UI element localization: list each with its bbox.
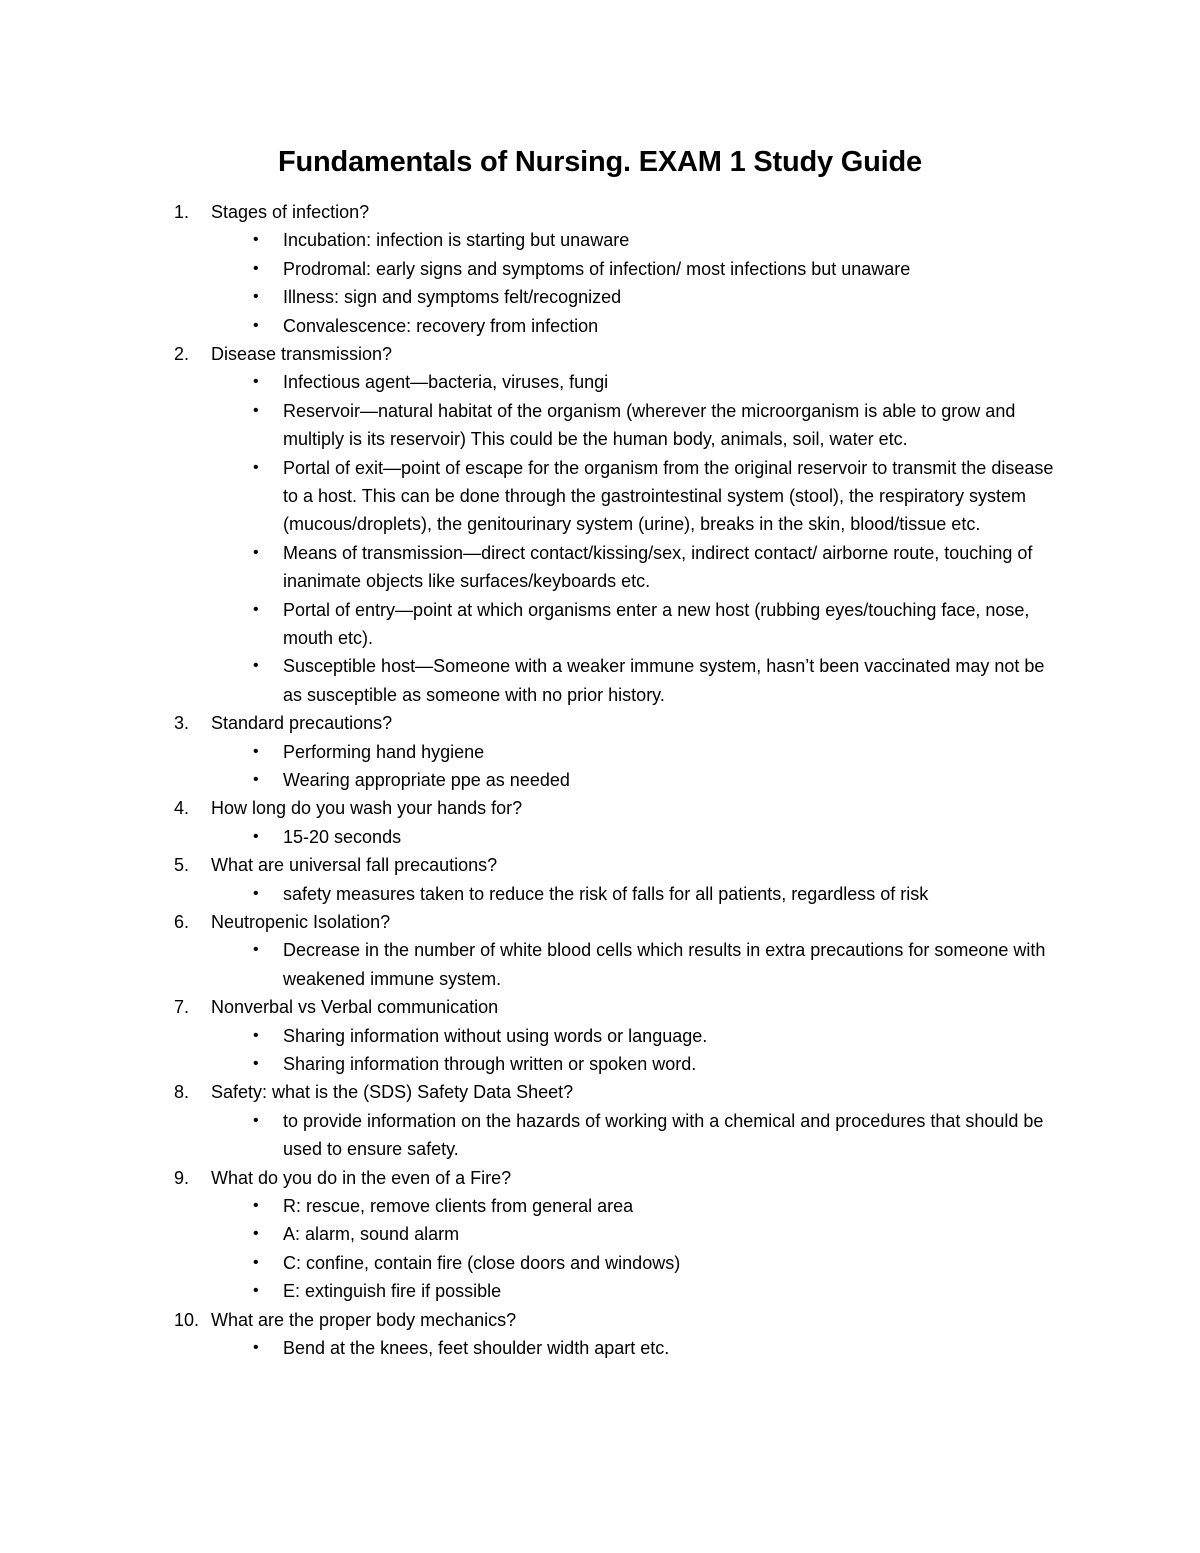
question-number: 8. <box>174 1082 190 1103</box>
question-item <box>0 709 1200 794</box>
question-number: 6. <box>174 912 190 933</box>
answer-text: E: extinguish fire if possible <box>283 1281 502 1302</box>
page-title: Fundamentals of Nursing. EXAM 1 Study Guide <box>278 146 922 178</box>
answer-text: Wearing appropriate ppe as needed <box>283 770 570 791</box>
bullet-icon: • <box>253 1339 259 1357</box>
answer-list <box>0 1022 1200 1079</box>
question-text: Neutropenic Isolation? <box>211 912 391 933</box>
question-item <box>0 1078 1200 1163</box>
answer-text: Decrease in the number of white blood cells which results in extra precautions for someone with weakened immune system. <box>283 940 1046 989</box>
answer-item <box>0 1050 1200 1078</box>
question-number: 1. <box>174 202 190 222</box>
bullet-icon: • <box>253 941 259 959</box>
bullet-icon: • <box>253 827 259 845</box>
question-line <box>0 794 1200 822</box>
answer-item <box>0 880 1200 908</box>
question-item <box>0 1306 1200 1363</box>
bullet-icon: • <box>253 259 259 277</box>
answer-item <box>0 1249 1200 1277</box>
question-line <box>0 993 1200 1021</box>
answer-list <box>0 1192 1200 1306</box>
bullet-icon: • <box>253 884 259 902</box>
answer-item <box>0 596 1200 653</box>
answer-item <box>0 1277 1200 1305</box>
bullet-icon: • <box>253 458 259 476</box>
question-number: 5. <box>174 855 190 876</box>
answer-item <box>0 766 1200 794</box>
answer-text: Convalescence: recovery from infection <box>283 315 599 336</box>
answer-text: A: alarm, sound alarm <box>283 1224 460 1245</box>
question-line <box>0 908 1200 936</box>
answer-text: Illness: sign and symptoms felt/recognized <box>283 287 622 308</box>
answer-list <box>0 368 1200 709</box>
answer-item <box>0 1107 1200 1164</box>
answer-list <box>0 738 1200 795</box>
answer-text: Incubation: infection is starting but unaware <box>283 230 630 251</box>
question-line <box>0 198 1200 226</box>
answer-text: Means of transmission—direct contact/kissing/sex, indirect contact/ airborne route, touching of inanimate objects like surfaces/keyboards etc. <box>283 542 1033 592</box>
question-text: Nonverbal vs Verbal communication <box>211 997 499 1018</box>
question-text: What do you do in the even of a Fire? <box>211 1167 512 1188</box>
answer-text: to provide information on the hazards of working with a chemical and procedures that should be used to ensure safety. <box>283 1110 1044 1160</box>
answer-item <box>0 312 1200 340</box>
question-item <box>0 851 1200 908</box>
answer-text: safety measures taken to reduce the risk of falls for all patients, regardless of risk <box>283 883 929 904</box>
answer-item <box>0 738 1200 766</box>
answer-text: C: confine, contain fire (close doors and windows) <box>283 1252 681 1273</box>
answer-text: Prodromal: early signs and symptoms of infection/ most infections but unaware <box>283 258 911 279</box>
bullet-icon: • <box>253 1111 259 1129</box>
question-text: Disease transmission? <box>211 344 393 365</box>
answer-text: Bend at the knees, feet shoulder width apart etc. <box>283 1338 670 1359</box>
answer-item <box>0 1334 1200 1362</box>
bullet-icon: • <box>253 373 259 391</box>
answer-item <box>0 283 1200 311</box>
answer-list <box>0 226 1200 340</box>
answer-text: Sharing information without using words or language. <box>283 1025 708 1046</box>
answer-list <box>0 1107 1200 1164</box>
bullet-icon: • <box>253 1055 259 1073</box>
question-item <box>0 794 1200 851</box>
answer-item <box>0 1220 1200 1248</box>
answer-text: R: rescue, remove clients from general area <box>283 1196 634 1217</box>
answer-item <box>0 1022 1200 1050</box>
bullet-icon: • <box>253 657 259 675</box>
question-line <box>0 1164 1200 1192</box>
bullet-icon: • <box>253 231 259 249</box>
answer-item <box>0 823 1200 851</box>
bullet-icon: • <box>253 1225 259 1243</box>
question-line <box>0 1306 1200 1334</box>
question-text: Safety: what is the (SDS) Safety Data Sheet? <box>211 1082 574 1103</box>
question-line <box>0 709 1200 737</box>
question-list <box>0 198 1200 1363</box>
answer-text: 15-20 seconds <box>283 826 402 847</box>
answer-item <box>0 397 1200 454</box>
question-text: How long do you wash your hands for? <box>211 798 523 819</box>
answer-text: Susceptible host—Someone with a weaker immune system, hasn’t been vaccinated may not be as susceptible as someone with no prior history. <box>283 656 1045 705</box>
question-number: 10. <box>174 1309 200 1330</box>
answer-item <box>0 539 1200 596</box>
question-item <box>0 993 1200 1078</box>
answer-text: Portal of entry—point at which organisms enter a new host (rubbing eyes/touching face, nose, mouth etc). <box>283 599 1030 649</box>
answer-item <box>0 368 1200 396</box>
bullet-icon: • <box>253 543 259 561</box>
bullet-icon: • <box>253 1197 259 1215</box>
answer-item <box>0 226 1200 254</box>
answer-item <box>0 1192 1200 1220</box>
answer-item <box>0 936 1200 993</box>
bullet-icon: • <box>253 1282 259 1300</box>
answer-list <box>0 880 1200 908</box>
question-item <box>0 340 1200 709</box>
bullet-icon: • <box>253 288 259 306</box>
question-line <box>0 851 1200 879</box>
bullet-icon: • <box>253 742 259 760</box>
answer-item <box>0 454 1200 539</box>
answer-item <box>0 652 1200 709</box>
question-text: What are the proper body mechanics? <box>211 1309 517 1330</box>
question-number: 3. <box>174 713 190 734</box>
answer-list <box>0 823 1200 851</box>
question-text: Stages of infection? <box>211 202 370 222</box>
bullet-icon: • <box>253 771 259 789</box>
answer-text: Performing hand hygiene <box>283 741 485 762</box>
answer-list <box>0 1334 1200 1362</box>
answer-text: Infectious agent—bacteria, viruses, fungi <box>283 372 609 393</box>
question-number: 4. <box>174 798 190 819</box>
question-line <box>0 1078 1200 1106</box>
question-text: What are universal fall precautions? <box>211 855 498 876</box>
answer-text: Portal of exit—point of escape for the organism from the original reservoir to transmit the disease to a host. This can be done through the gastrointestinal system (stool), the respiratory system (mucous/droplets), the genitourinary system (urine), breaks in the skin, blood/tissue etc. <box>283 457 1054 535</box>
bullet-icon: • <box>253 1253 259 1271</box>
answer-text: Sharing information through written or spoken word. <box>283 1054 697 1075</box>
question-number: 7. <box>174 997 190 1018</box>
question-number: 9. <box>174 1167 190 1188</box>
question-number: 2. <box>174 344 190 365</box>
question-item <box>0 1164 1200 1306</box>
bullet-icon: • <box>253 401 259 419</box>
bullet-icon: • <box>253 316 259 334</box>
answer-list <box>0 936 1200 993</box>
question-item <box>0 908 1200 993</box>
answer-item <box>0 255 1200 283</box>
question-line <box>0 340 1200 368</box>
bullet-icon: • <box>253 600 259 618</box>
bullet-icon: • <box>253 1026 259 1044</box>
question-item <box>0 198 1200 340</box>
question-text: Standard precautions? <box>211 713 393 734</box>
answer-text: Reservoir—natural habitat of the organism (wherever the microorganism is able to grow and multiply is its reservoir) This could be the human body, animals, soil, water etc. <box>283 400 1016 450</box>
